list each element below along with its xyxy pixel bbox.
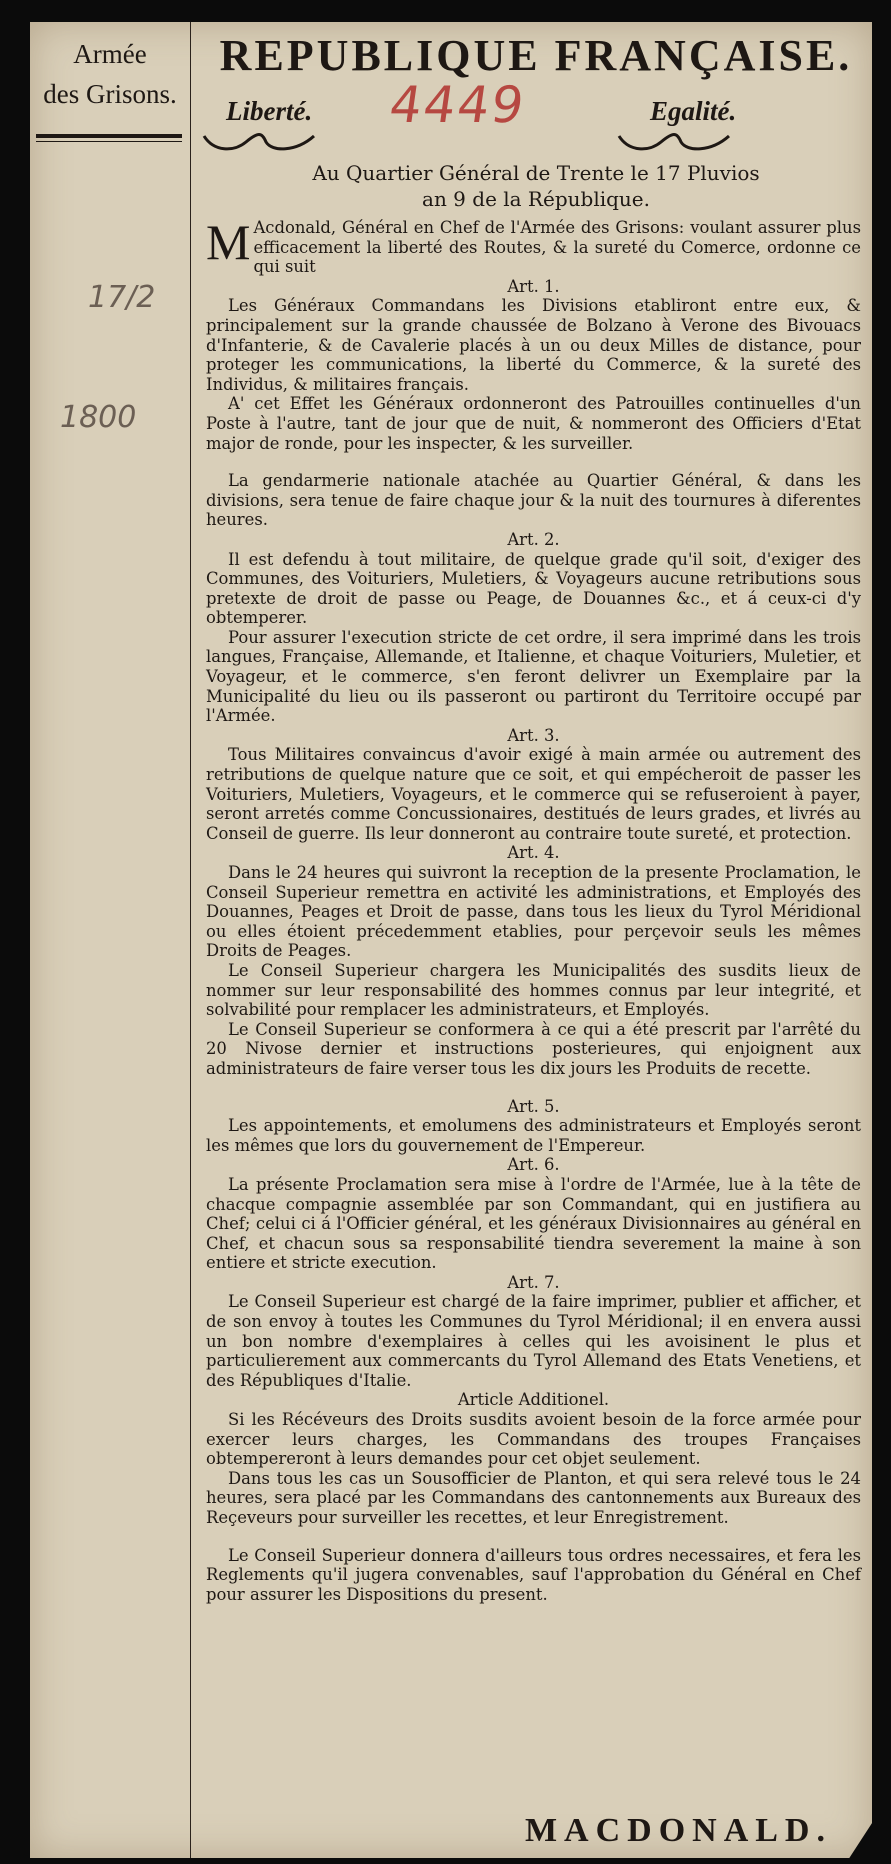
article-paragraph: Pour assurer l'execution stricte de cet ordre, il sera imprimé dans les trois langues, Française, Allemande, et Italienne, et chaque Voituriers, Muletier, et Voyageur, et le commerce, s'en feront delivrer un Exemplaire par la Municipalité du lieu ou ils passeront ou partiront du Territoire occupé par l'Armée.	[206, 627, 861, 726]
article-paragraph: Tous Militaires convaincus d'avoir exigé à main armée ou autrement des retributions de quelque nature que ce soit, et qui empécheroit de passer les Voituriers, Muletiers, Voyageurs, et le commerce qui se refuseroient à payer, seront arretés comme Concussionaires, destitués de leurs grades, et livrés au Conseil de guerre. Ils leur donneront au contraire toute sureté, et protection.	[206, 745, 861, 843]
army-rule-thick	[36, 134, 182, 138]
article-paragraph: A' cet Effet les Généraux ordonneront des Patrouilles continuelles d'un Poste à l'autre, tant de jour que de nuit, & nommeront des Officiers d'Etat major de ronde, pour les inspecter, & les surveiller.	[206, 394, 861, 453]
article-paragraph: La présente Proclamation sera mise à l'ordre de l'Armée, lue à la tête de chacque compagnie assemblée par son Commandant, qui en justifiera au Chef; celui ci á l'Officier général, et les généraux Divisionnaires au général en Chef, et chacun sous sa responsabilité tiendra severement la maine à son entiere et stricte execution.	[206, 1174, 861, 1273]
article-paragraph: Il est defendu à tout militaire, de quelque grade qu'il soit, d'exiger des Communes, des Voituriers, Muletiers, & Voyageurs aucune retributions sous pretexte de droit de passe ou Peage, de Douannes &c., et á ceux-ci d'y obtemperer.	[206, 549, 861, 628]
archive-stamp-number: 4449	[385, 76, 530, 134]
article-heading: Art. 7.	[507, 1272, 560, 1292]
article-paragraph: Dans tous les cas un Sousofficier de Planton, et qui sera relevé tous le 24 heures, sera placé par les Commandans des cantonnements aux Bureaux des Reçeveurs pour surveiller les recettes, et leur Enregistrement.	[206, 1468, 861, 1527]
army-line-1: Armée	[73, 39, 147, 69]
article-paragraph: Le Conseil Superieur se conformera à ce qui a été prescrit par l'arrêté du 20 Nivose dernier et instructions posterieures, qui enjoignent aux administrateurs de faire verser tous les dix jours les Produits de recette.	[206, 1019, 861, 1078]
left-column	[30, 22, 191, 1858]
dropcap: M	[206, 214, 251, 270]
article-paragraph: La gendarmerie nationale atachée au Quartier Général, & dans les divisions, sera tenue de faire chaque jour & la nuit des tournures à diferentes heures.	[206, 471, 861, 530]
article-heading: Art. 3.	[507, 725, 560, 745]
article-heading: Art. 1.	[507, 276, 560, 296]
document-sheet	[30, 22, 872, 1858]
proclamation-body	[206, 214, 861, 1604]
army-name	[30, 34, 190, 114]
intro-paragraph	[206, 214, 861, 277]
article-heading: Art. 2.	[507, 529, 560, 549]
article-paragraph: Les Généraux Commandans les Divisions etabliront entre eux, & principalement sur la grande chaussée de Bolzano à Verone des Bivouacs d'Infanterie, & de Cavalerie placés à un ou deux Milles de distance, pour proteger les communications, la liberté du Commerce, & la sureté des Individus, & militaires français.	[206, 296, 861, 394]
ornament-scroll-right-icon	[615, 130, 735, 156]
article-heading: Art. 6.	[507, 1155, 560, 1175]
article-paragraph: Les appointements, et emolumens des administrateurs et Employés seront les mêmes que lors du gouvernement de l'Empereur.	[206, 1116, 861, 1155]
dateline-line-2: an 9 de la République.	[422, 187, 650, 211]
article-paragraph: Le Conseil Superieur donnera d'ailleurs tous ordres necessaires, et fera les Reglements qu'il jugera convenables, sauf l'approbation du Général en Chef pour assurer les Dispositions du present.	[206, 1545, 861, 1604]
army-rule-thin	[36, 141, 182, 142]
signature: MACDONALD.	[524, 1812, 832, 1849]
article-heading: Art. 4.	[507, 843, 560, 863]
margin-note-date: 17/2	[88, 280, 156, 315]
article-paragraph: Le Conseil Superieur chargera les Municipalités des susdits lieux de nommer sur leur responsabilité des hommes connus par leur integrité, et solvabilité pour remplacer les administrateurs, et Employés.	[206, 960, 861, 1020]
article-paragraph: Dans le 24 heures qui suivront la reception de la presente Proclamation, le Conseil Superieur remettra en activité les administrations, et Employés des Douannes, Peages et Droit de passe, dans tous les lieux du Tyrol Méridional ou elles étoient précedemment etablies, pour perçevoir seuls les mêmes Droits de Peages.	[206, 863, 861, 961]
article-heading: Art. 5.	[507, 1096, 560, 1116]
motto-liberte: Liberté.	[226, 96, 313, 126]
army-line-2: des Grisons.	[43, 79, 177, 109]
margin-note-year: 1800	[60, 400, 137, 435]
page-title: REPUBLIQUE FRANÇAISE.	[219, 31, 853, 80]
article-heading: Article Additionel.	[457, 1390, 610, 1410]
dateline-line-1: Au Quartier Général de Trente le 17 Pluvios	[312, 161, 760, 185]
article-paragraph: Le Conseil Superieur est chargé de la faire imprimer, publier et afficher, et de son envoy à toutes les Communes du Tyrol Méridional; il en envera aussi un bon nombre d'exemplaires à celles qui les avoisinent le plus et particulierement aux commercants du Tyrol Allemand des Etats Venetiens, et des Républiques d'Italie.	[206, 1292, 861, 1390]
dateline	[200, 160, 872, 212]
intro-text: Acdonald, Général en Chef de l'Armée des Grisons: voulant assurer plus efficacement la liberté des Routes, & la sureté du Comerce, ordonne ce qui suit	[253, 218, 861, 277]
motto-egalite: Egalité.	[650, 96, 737, 126]
article-paragraph: Si les Récéveurs des Droits susdits avoient besoin de la force armée pour exercer leurs charges, les Commandans des troupes Françaises obtempereront à leurs demandes pour cet objet seulement.	[206, 1410, 861, 1469]
ornament-scroll-left-icon	[200, 130, 320, 156]
